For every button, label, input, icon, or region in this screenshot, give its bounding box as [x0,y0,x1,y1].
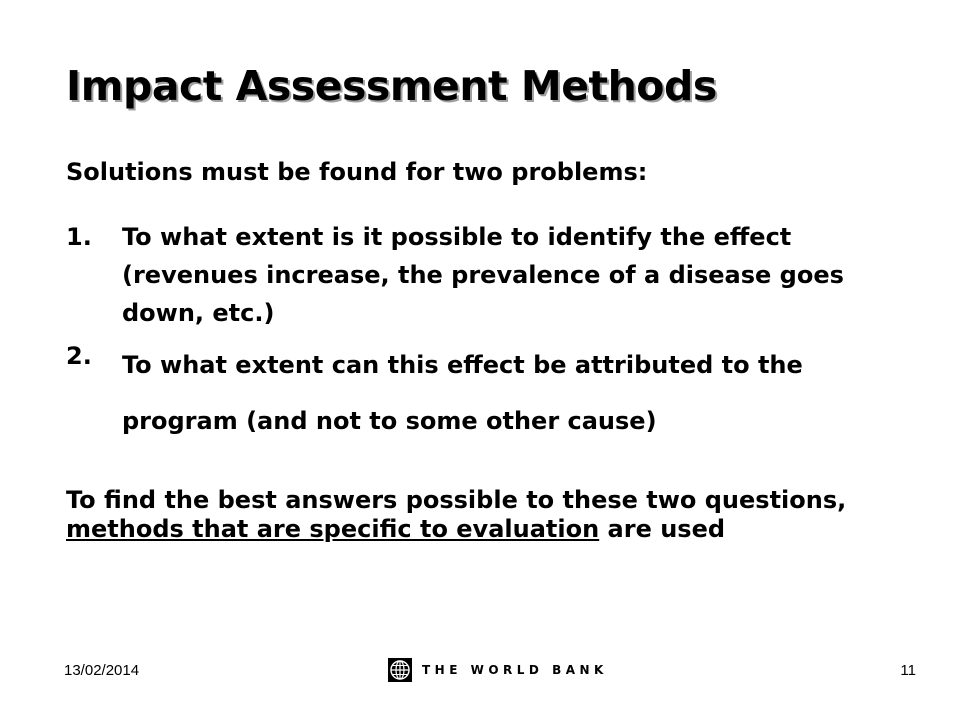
page-number: 11 [900,662,916,679]
conclusion-text-end: are used [599,515,726,543]
problem-list [66,218,886,449]
list-item-text: To what extent can this effect be attributed to the program (and not to some other cause) [122,351,803,435]
list-item-number: 2. [66,342,92,370]
conclusion-text-start: To find the best answers possible to these two questions, [66,486,847,514]
list-item [66,337,886,449]
list-item-number: 1. [66,223,92,251]
list-item [66,218,886,332]
conclusion-text [66,486,906,544]
globe-grid-icon [388,658,412,682]
slide-title: Impact Assessment Methods [66,62,717,110]
intro-text: Solutions must be found for two problems: [66,158,648,186]
logo-text: THE WORLD BANK [422,663,608,677]
world-bank-logo [388,657,608,683]
list-item-text: To what extent is it possible to identify the effect (revenues increase, the prevalence of a disease goes down, etc.) [122,223,844,327]
footer-date: 13/02/2014 [64,662,140,679]
conclusion-underlined-text: methods that are specific to evaluation [66,515,600,543]
